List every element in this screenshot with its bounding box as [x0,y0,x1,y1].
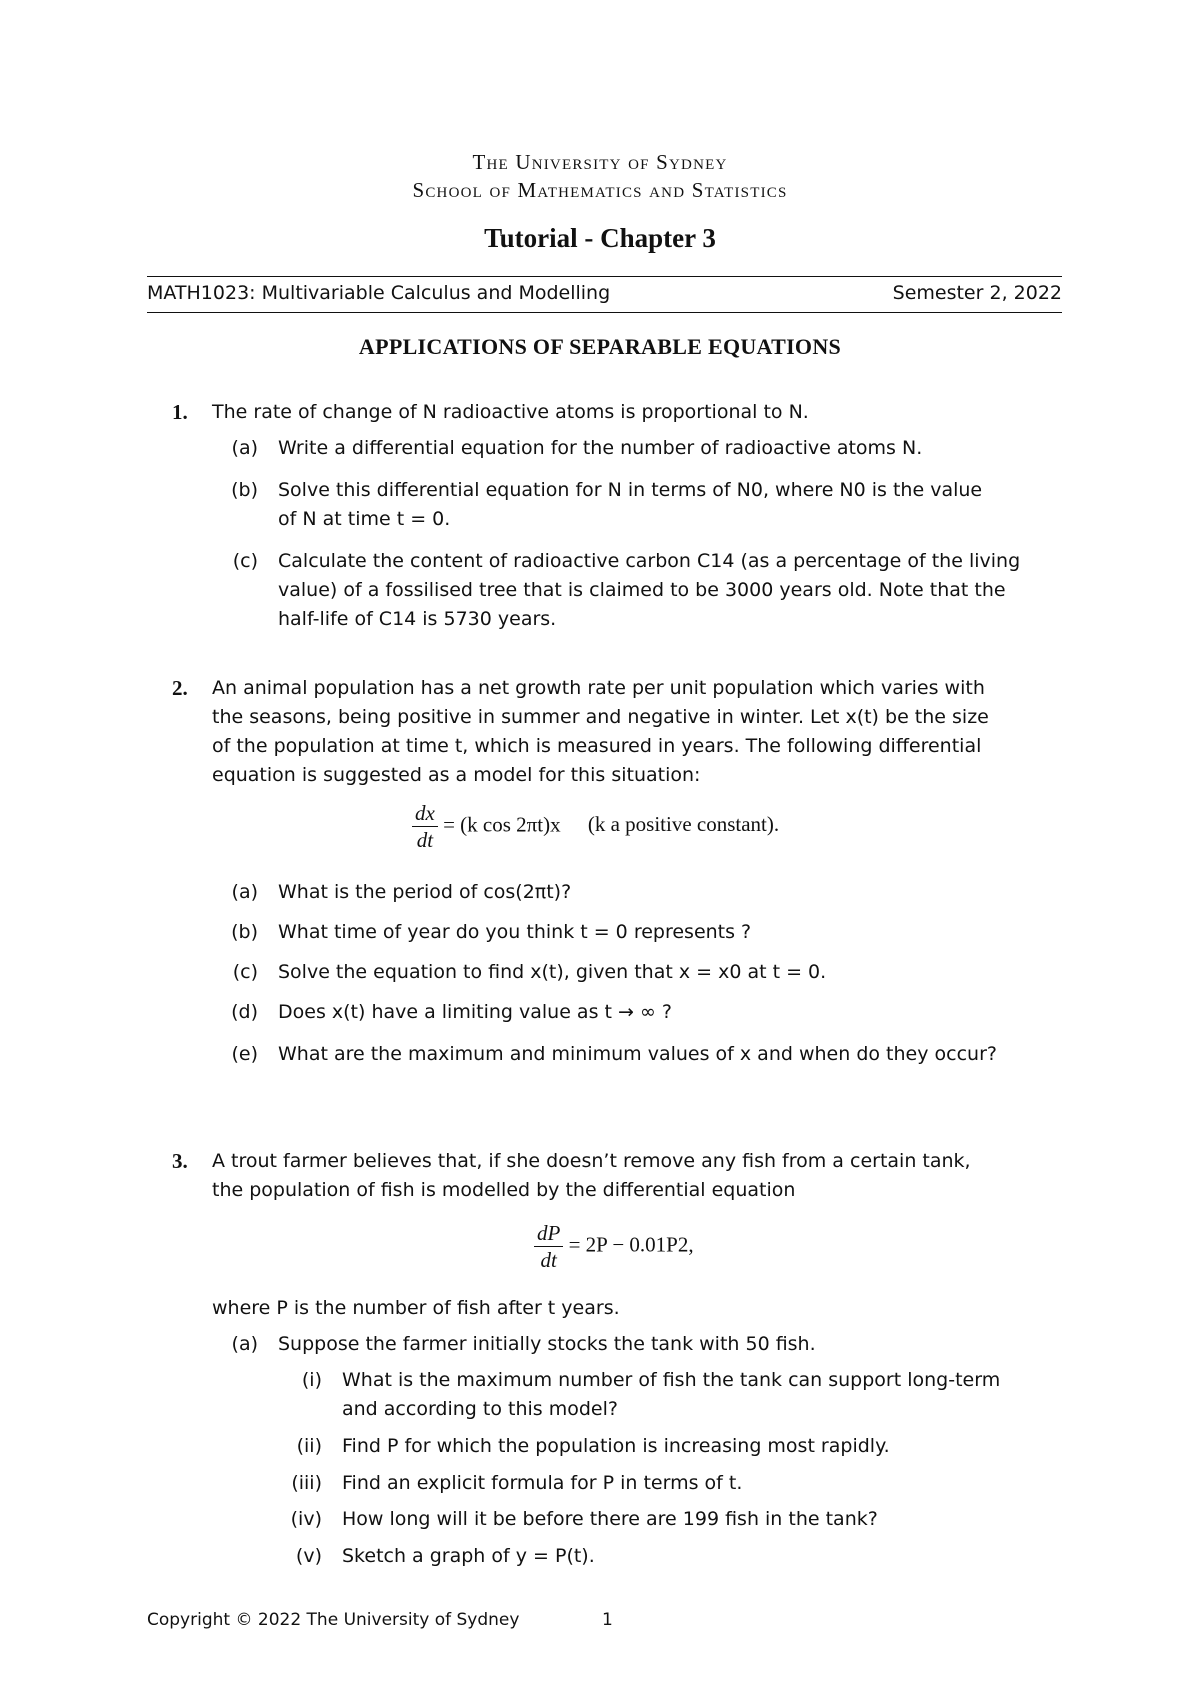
top-rule [147,276,1062,277]
fraction-numerator: dx [412,800,438,827]
equation-rhs: = 2P − 0.01P2, [568,1232,694,1257]
page-title: Tutorial - Chapter 3 [484,223,716,253]
question-number: 1. [172,400,188,424]
part-text: Does x(t) have a limiting value as t → ∞ ? [278,1001,672,1023]
part-text: Suppose the farmer initially stocks the tank with 50 fish. [278,1333,816,1355]
differential-equation [412,800,779,853]
fraction-denominator: dt [540,1248,557,1272]
part-label: (b) [231,921,258,943]
part-text: half-life of C14 is 5730 years. [278,608,557,630]
question-text: An animal population has a net growth rate per unit population which varies with [212,677,985,699]
part-text: of N at time t = 0. [278,508,451,530]
university-name: The University of Sydney [472,150,728,174]
subpart-label: (ii) [296,1435,322,1457]
equation-note: (k a positive constant). [587,812,780,837]
part-text: Write a differential equation for the number of radioactive atoms N. [278,437,923,459]
subpart-text: and according to this model? [342,1398,618,1420]
part-text: What time of year do you think t = 0 represents ? [278,921,752,943]
part-text: What are the maximum and minimum values of x and when do they occur? [278,1043,997,1065]
part-text: Calculate the content of radioactive carbon C14 (as a percentage of the living [278,550,1021,572]
question-text: the population of fish is modelled by the differential equation [212,1179,796,1201]
subpart-label: (iv) [290,1508,322,1530]
question-text: The rate of change of N radioactive atoms is proportional to N. [212,401,809,423]
subpart-label: (iii) [291,1472,322,1494]
equation-rhs: = (k cos 2πt)x [443,812,561,837]
subpart-label: (i) [301,1369,322,1391]
copyright: Copyright © 2022 The University of Sydney [147,1610,520,1630]
part-label: (a) [231,1333,258,1355]
question-text: of the population at time t, which is measured in years. The following differential [212,735,982,757]
page-number: 1 [602,1610,613,1630]
differential-equation [534,1220,694,1273]
question-number: 3. [172,1149,188,1173]
part-text: What is the period of cos(2πt)? [278,881,572,903]
subpart-text: What is the maximum number of fish the tank can support long-term [342,1369,1001,1391]
part-label: (a) [231,881,258,903]
question-text: where P is the number of fish after t years. [212,1297,620,1319]
question-number: 2. [172,676,188,700]
course-line [147,282,1062,304]
question-text: A trout farmer believes that, if she doesn’t remove any fish from a certain tank, [212,1150,971,1172]
subpart-label: (v) [295,1545,322,1567]
subpart-text: How long will it be before there are 199 fish in the tank? [342,1508,878,1530]
part-label: (c) [232,550,258,572]
fraction [534,1220,563,1273]
part-label: (b) [231,479,258,501]
subpart-text: Find an explicit formula for P in terms of t. [342,1472,743,1494]
question-text: equation is suggested as a model for this situation: [212,764,701,786]
school-name: School of Mathematics and Statistics [412,178,788,202]
part-label: (c) [232,961,258,983]
fraction-numerator: dP [534,1220,563,1247]
semester: Semester 2, 2022 [892,282,1062,304]
subpart-text: Find P for which the population is increasing most rapidly. [342,1435,890,1457]
bottom-rule [147,312,1062,313]
section-title: APPLICATIONS OF SEPARABLE EQUATIONS [358,334,842,359]
fraction-denominator: dt [416,828,434,852]
part-text: Solve the equation to find x(t), given that x = x0 at t = 0. [278,961,827,983]
fraction [412,800,438,853]
part-label: (a) [231,437,258,459]
subpart-text: Sketch a graph of y = P(t). [342,1545,595,1567]
part-label: (e) [231,1043,258,1065]
course-name: MATH1023: Multivariable Calculus and Modelling [147,282,611,304]
part-label: (d) [231,1001,258,1023]
part-text: value) of a fossilised tree that is claimed to be 3000 years old. Note that the [278,579,1006,601]
question-text: the seasons, being positive in summer and negative in winter. Let x(t) be the size [212,706,989,728]
part-text: Solve this differential equation for N in terms of N0, where N0 is the value [278,479,983,501]
